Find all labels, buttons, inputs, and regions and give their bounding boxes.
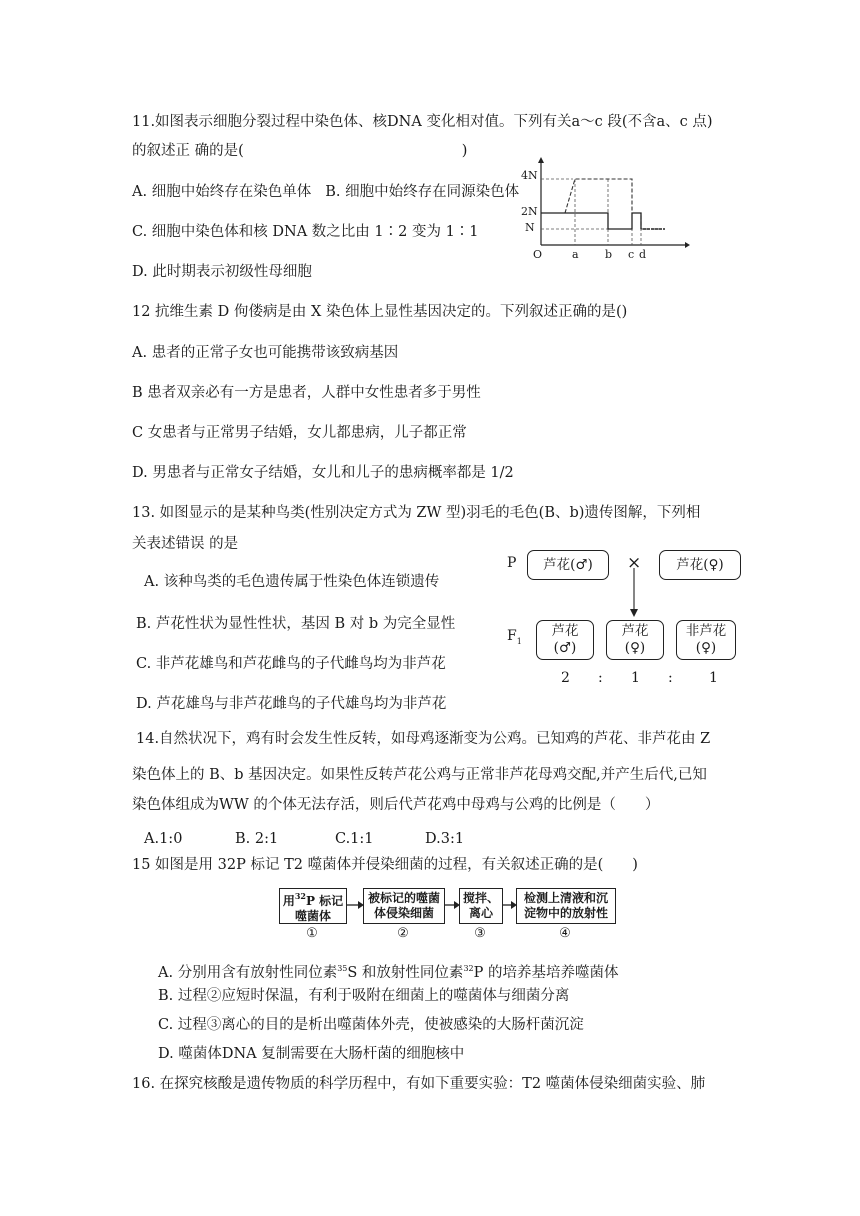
q15-step1-line2: 噬菌体	[294, 908, 331, 923]
q11-stem-line1: 11.如图表示细胞分裂过程中染色体、核DNA 变化相对值。下列有关a～c 段(不含a、c 点)	[132, 114, 713, 130]
q15-step4-number: ④	[559, 926, 571, 941]
q15-step2-line2: 体侵染细菌	[373, 906, 434, 920]
q14-line1: 14.自然状况下，鸡有时会发生性反转，如母鸡逐渐变为公鸡。已知鸡的芦花、非芦花由 Z	[136, 731, 711, 747]
q11-stem-line2	[132, 141, 467, 161]
q11-dna-curve	[541, 179, 665, 229]
q11-ytick-n: N	[525, 221, 535, 234]
q11-option-a	[132, 182, 519, 202]
q13-ratio-sep-1: :	[598, 670, 603, 686]
q13-child1-sex: (♂)	[553, 640, 577, 656]
q12-option-d: D. 男患者与正常女子结婚，女儿和儿子的患病概率都是 1/2	[132, 465, 514, 481]
q11-option-a-text: A. 细胞中始终存在染色单体	[132, 184, 312, 200]
q13-parent-female-box: 芦花(♀)	[659, 550, 741, 580]
q14-line3: 染色体组成为WW 的个体无法存活，则后代芦花鸡中母鸡与公鸡的比例是（ ）	[132, 797, 660, 813]
q13-child3-trait: 非芦花	[685, 623, 727, 639]
q12-option-a: A. 患者的正常子女也可能携带该致病基因	[132, 345, 399, 361]
q15-option-b: B. 过程②应短时保温，有利于吸附在细菌上的噬菌体与细菌分离	[158, 988, 570, 1004]
q15-step3-line1: 搅拌、	[462, 891, 499, 905]
q15-option-a: A. 分别用含有放射性同位素$^{35}$S 和放射性同位素$^{32}$P 的培养基培养噬菌体	[158, 964, 619, 981]
q15-step1-line1: 用$^{32}$P 标记	[282, 890, 344, 908]
q13-ratio-2: 1	[631, 670, 640, 686]
q15-option-c: C. 过程③离心的目的是析出噬菌体外壳，使被感染的大肠杆菌沉淀	[158, 1017, 584, 1033]
q13-child-nonbarred-female-box	[676, 620, 736, 660]
q15-step2-number: ②	[397, 926, 409, 941]
q15-step1-number: ①	[306, 926, 318, 941]
q13-f1-label: $F_1$	[507, 628, 522, 646]
q11-xtick-b: b	[605, 248, 613, 261]
q11-ytick-4n: 4N	[521, 169, 538, 182]
q13-ratio-3: 1	[709, 670, 718, 686]
q13-child1-trait: 芦花	[551, 623, 579, 639]
q15-step4-line2: 淀物中的放射性	[523, 906, 608, 920]
q13-option-a: A. 该种鸟类的毛色遗传属于性染色体连锁遗传	[144, 574, 440, 590]
q11-option-c: C. 细胞中染色体和核 DNA 数之比由 1∶2 变为 1∶1	[132, 224, 479, 240]
q13-ratio-sep-2: :	[668, 670, 673, 686]
q11-graph	[515, 155, 690, 265]
q13-stem-line1: 13. 如图显示的是某种鸟类(性别决定方式为 ZW 型)羽毛的毛色(B、b)遗传图解，下列相	[132, 505, 701, 521]
q14-option-d: D.3:1	[425, 831, 465, 847]
q11-stem-close: )	[461, 143, 468, 159]
q15-stem: 15 如图是用 32P 标记 T2 噬菌体并侵染细菌的过程，有关叙述正确的是( )	[132, 857, 638, 873]
q15-flow-arrows	[275, 886, 620, 926]
q13-ratio-1: 2	[561, 670, 570, 686]
q13-option-d: D. 芦花雄鸟与非芦花雌鸟的子代雄鸟均为非芦花	[136, 696, 447, 712]
q11-stem-text: 的叙述正 确的是(	[132, 143, 244, 159]
q13-option-b: B. 芦花性状为显性性状，基因 B 对 b 为完全显性	[136, 616, 456, 632]
q15-option-d: D. 噬菌体DNA 复制需要在大肠杆菌的细胞核中	[158, 1046, 465, 1062]
q12-option-b: B 患者双亲必有一方是患者，人群中女性患者多于男性	[132, 385, 481, 401]
q13-child3-sex: (♀)	[695, 640, 717, 656]
q13-genetics-diagram	[500, 546, 760, 691]
q14-option-b: B. 2:1	[235, 831, 279, 847]
q11-xtick-o: O	[533, 248, 543, 261]
q14-option-c: C.1:1	[335, 831, 374, 847]
q11-chromosome-curve	[541, 213, 641, 229]
q13-stem-line2: 关表述错误 的是	[132, 536, 239, 552]
q14-line2: 染色体上的 B、b 基因决定。如果性反转芦花公鸡与正常非芦花母鸡交配,并产生后代,已知	[132, 767, 707, 783]
q11-xtick-a: a	[572, 248, 579, 261]
q13-parent-male-box: 芦花(♂)	[527, 550, 609, 580]
q13-p-label: P	[507, 555, 517, 571]
q11-x-arrow	[685, 242, 690, 248]
q15-step2-line1: 被标记的噬菌	[367, 891, 440, 905]
q11-xtick-c: c	[628, 248, 635, 261]
q13-child2-trait: 芦花	[621, 623, 649, 639]
q16-stem: 16. 在探究核酸是遗传物质的科学历程中，有如下重要实验：T2 噬菌体侵染细菌实验、肺	[132, 1076, 706, 1092]
q12-stem: 12 抗维生素 D 佝偻病是由 X 染色体上显性基因决定的。下列叙述正确的是()	[132, 304, 628, 320]
q15-flowchart	[275, 886, 620, 946]
q12-option-c: C 女患者与正常男子结婚，女儿都患病，儿子都正常	[132, 425, 467, 441]
q11-y-arrow	[538, 157, 544, 163]
q13-child-male-box	[536, 620, 594, 660]
q11-ytick-2n: 2N	[521, 205, 538, 218]
q11-xtick-d: d	[639, 248, 647, 261]
q13-arrow-svg	[500, 546, 760, 691]
q13-cross-symbol: ×	[627, 553, 642, 573]
q11-option-b-text: B. 细胞中始终存在同源染色体	[325, 184, 520, 200]
q14-option-a: A.1:0	[144, 831, 183, 847]
q13-child-female-box	[606, 620, 664, 660]
q15-step3-number: ③	[474, 926, 486, 941]
q15-step4-line1: 检测上清液和沉	[523, 891, 608, 905]
q13-child2-sex: (♀)	[624, 640, 646, 656]
q13-option-c: C. 非芦花雄鸟和芦花雌鸟的子代雌鸟均为非芦花	[136, 656, 446, 672]
q11-option-d: D. 此时期表示初级性母细胞	[132, 264, 312, 280]
q15-step3-line2: 离心	[468, 906, 493, 920]
